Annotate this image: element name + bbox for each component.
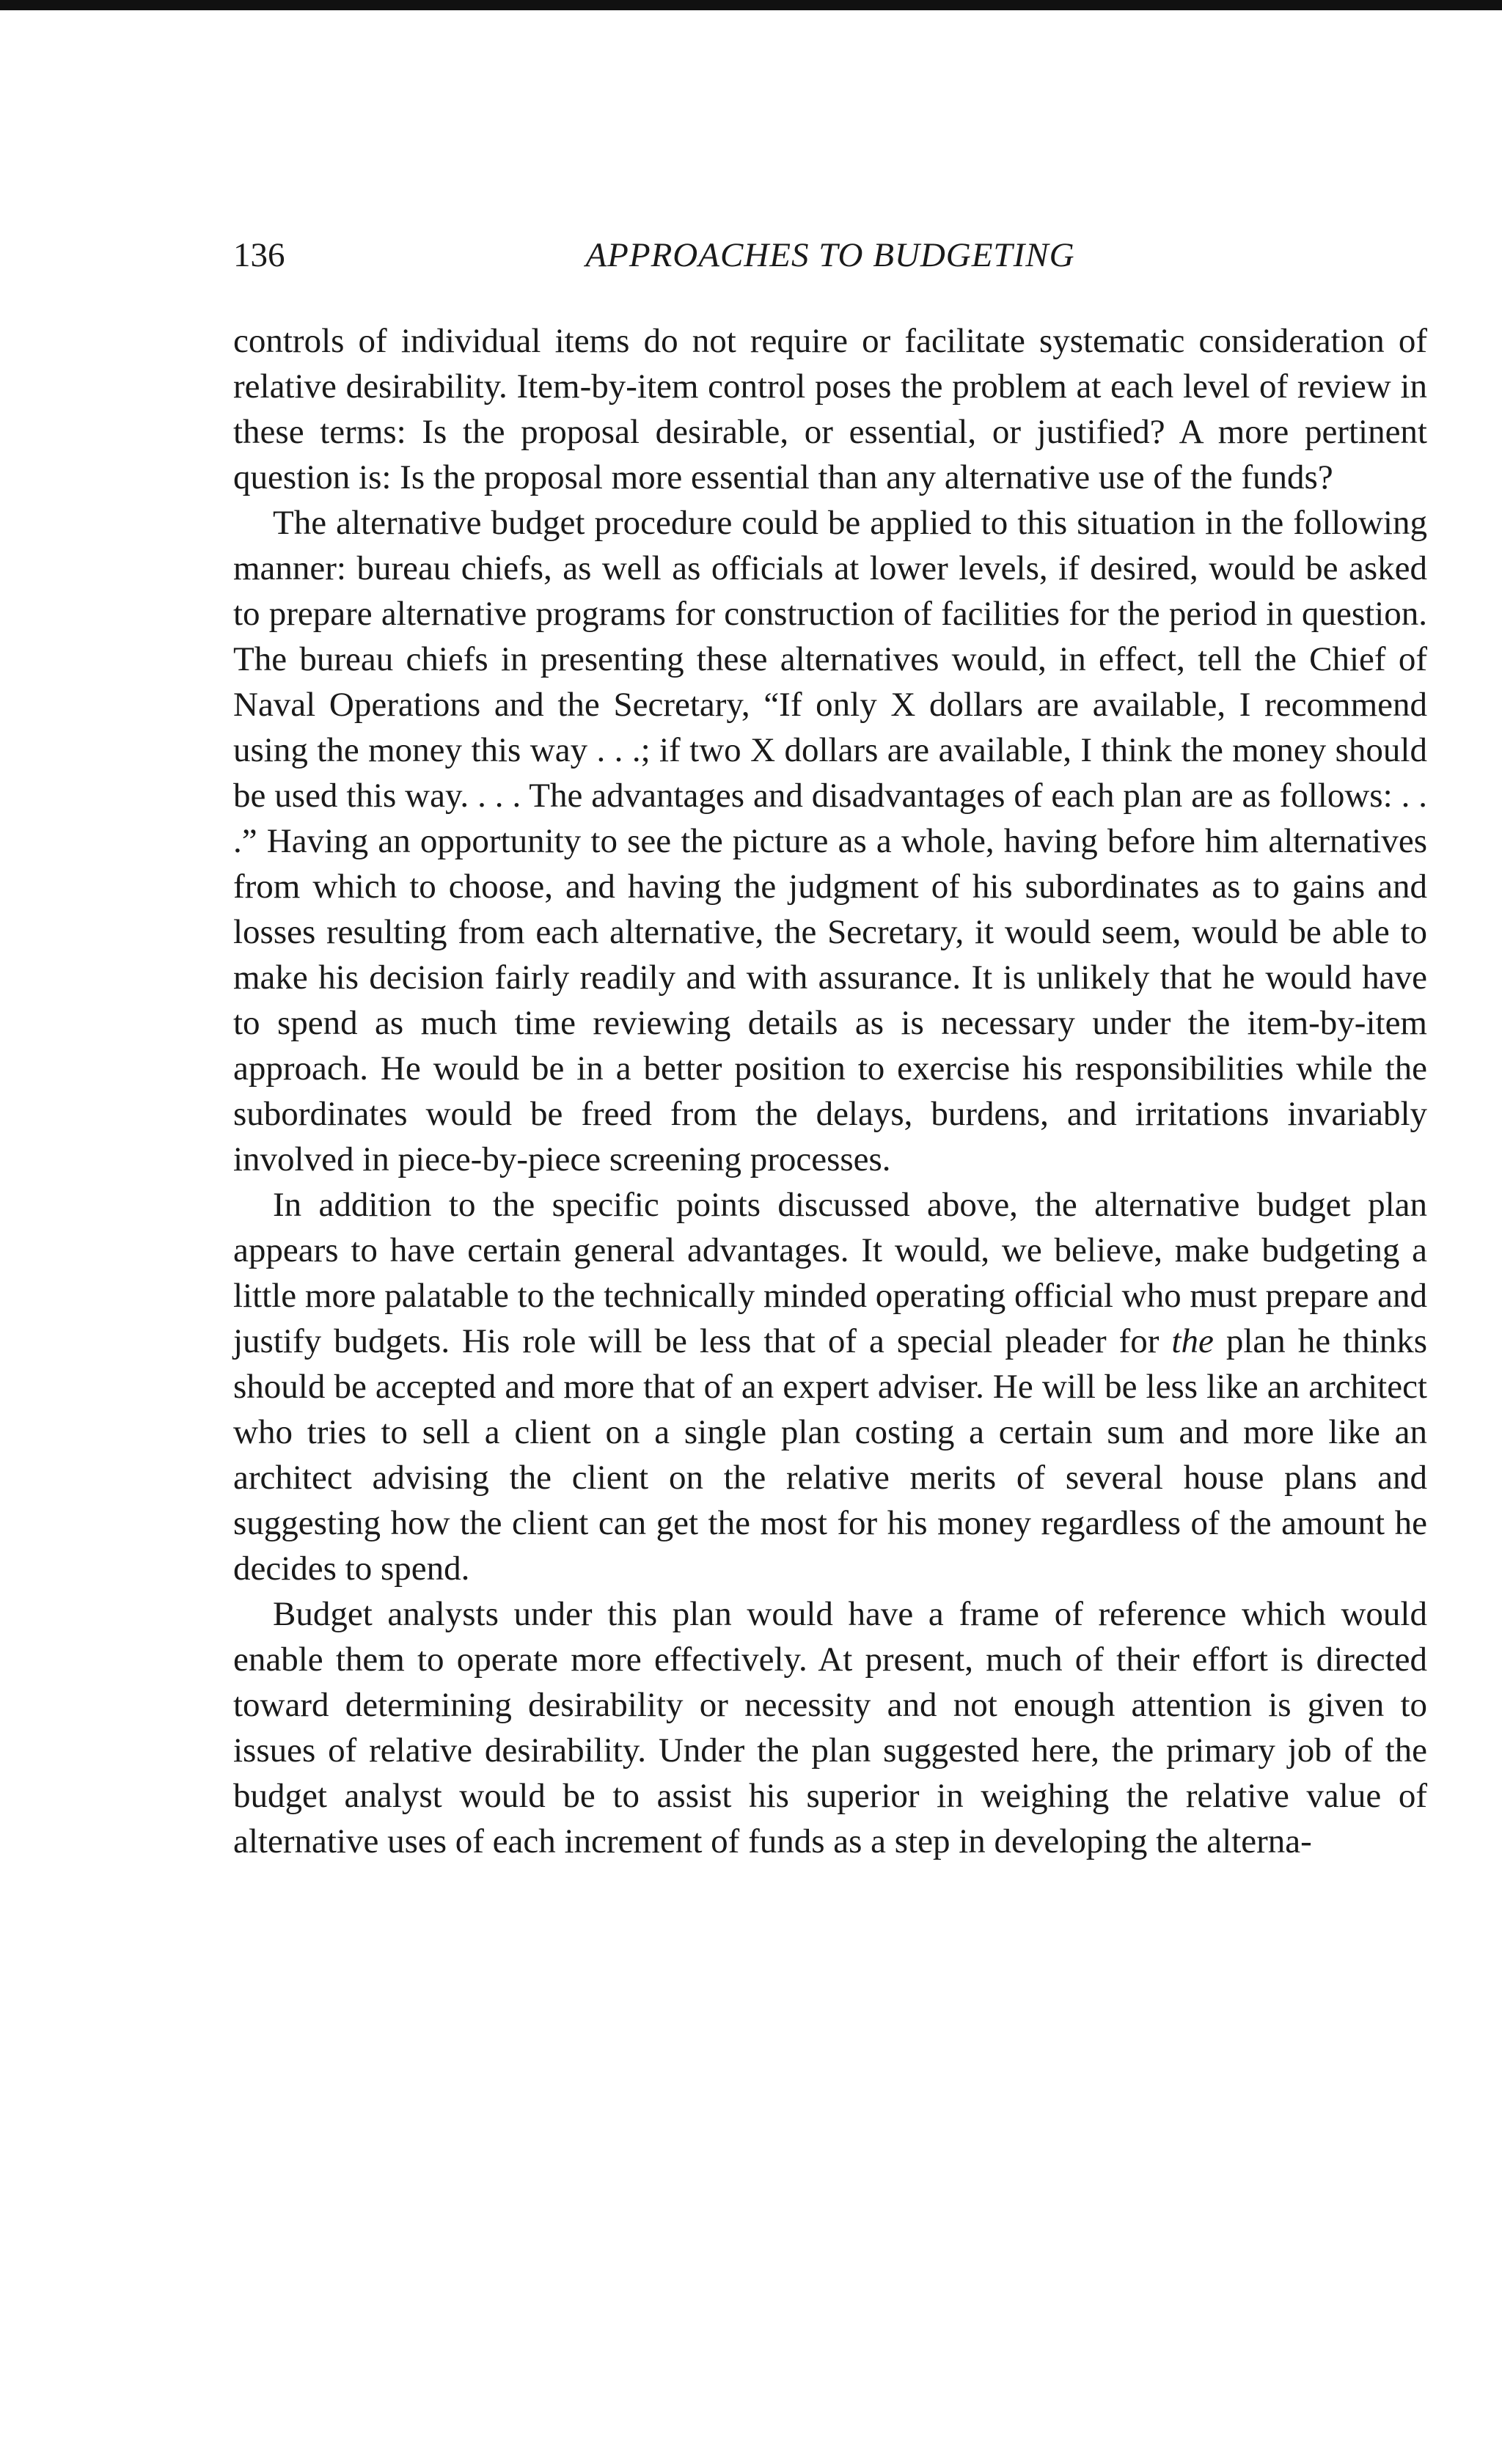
page-number: 136 (233, 236, 285, 274)
running-title: APPROACHES TO BUDGETING (585, 236, 1075, 274)
paragraph-3-text-before: In addition to the specific points discussed above, the alternative budget plan appears to have certain general advantages. It would, we believe, make budgeting a little more palatable to the technically minded operating official who must prepare and justify budgets. His role will be less that of a special pleader for (233, 1186, 1427, 1360)
paragraph-1: controls of individual items do not require or facilitate systematic consideration of relative desirability. Item-by-item control poses the problem at each level of review in these terms: Is the proposal desirable, or essential, or justified? A more pertinent question is: Is the proposal more essential than any alternative use of the funds? (233, 322, 1427, 496)
paragraph-4: Budget analysts under this plan would have a frame of reference which would enable them to operate more effectively. At present, much of their effort is directed toward determining desirability or necessity and not enough attention is given to issues of relative desirability. Under the plan suggested here, the primary job of the budget analyst would be to assist his superior in weighing the relative value of alternative uses of each increment of funds as a step in developing the alterna- (233, 1595, 1427, 1860)
emphasized-word: the (1171, 1322, 1214, 1360)
paragraph-3 (233, 1182, 1427, 1591)
scan-top-border (0, 0, 1502, 10)
paragraph-3-text-after: plan he thinks should be accepted and more that of an expert adviser. He will be less like an architect who tries to sell a client on a single plan costing a certain sum and more like an architect advising the client on the relative merits of several house plans and suggesting how the client can get the most for his money regardless of the amount he decides to spend. (233, 1322, 1427, 1588)
paragraph-2: The alternative budget procedure could be applied to this situation in the following manner: bureau chiefs, as well as officials at lower levels, if desired, would be asked to prepare alternative programs for construction of facilities for the period in question. The bureau chiefs in presenting these alternatives would, in effect, tell the Chief of Naval Operations and the Secretary, “If only X dollars are available, I recommend using the money this way . . .; if two X dollars are available, I think the money should be used this way. . . . The advantages and disadvantages of each plan are as follows: . . .” Having an opportunity to see the picture as a whole, having before him alternatives from which to choose, and having the judgment of his subordinates as to gains and losses resulting from each alternative, the Secretary, it would seem, would be able to make his decision fairly readily and with assurance. It is unlikely that he would have to spend as much time reviewing details as is necessary under the item-by-item approach. He would be in a better position to exercise his responsibilities while the subordinates would be freed from the delays, burdens, and irritations invariably involved in piece-by-piece screening processes. (233, 504, 1427, 1178)
running-head (233, 233, 1427, 277)
body-text (233, 318, 1427, 1864)
